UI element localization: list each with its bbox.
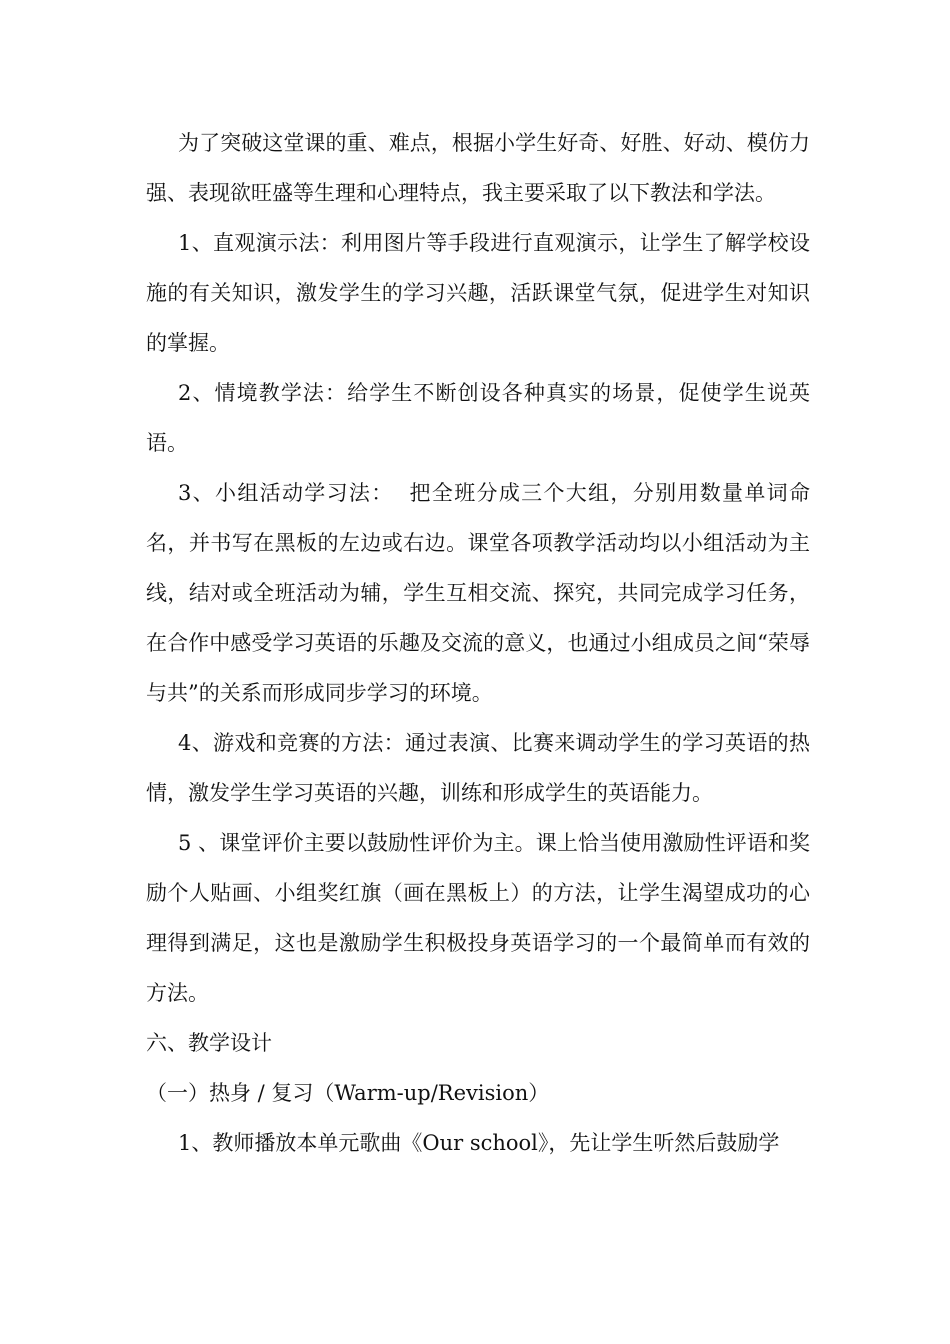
paragraph-method-1: 1、直观演示法：利用图片等手段进行直观演示，让学生了解学校设施的有关知识，激发学生的学习兴趣，活跃课堂气氛，促进学生对知识的掌握。	[146, 231, 810, 355]
paragraph-intro: 为了突破这堂课的重、难点，根据小学生好奇、好胜、好动、模仿力强、表现欲旺盛等生理和心理特点，我主要采取了以下教法和学法。	[146, 131, 810, 205]
paragraph-method-5: 5 、课堂评价主要以鼓励性评价为主。课上恰当使用激励性评语和奖励个人贴画、小组奖红旗（画在黑板上）的方法，让学生渴望成功的心理得到满足，这也是激励学生积极投身英语学习的一个最简单而有效的方法。	[146, 831, 810, 1005]
paragraph-method-4: 4、游戏和竞赛的方法：通过表演、比赛来调动学生的学习英语的热情，激发学生学习英语的兴趣，训练和形成学生的英语能力。	[146, 731, 810, 805]
paragraph-step-1: 1、教师播放本单元歌曲《Our school》，先让学生听然后鼓励学	[178, 1131, 780, 1155]
document-body	[146, 118, 810, 1168]
section-heading: 六、教学设计	[146, 1031, 272, 1055]
paragraph-method-2: 2、情境教学法：给学生不断创设各种真实的场景，促使学生说英语。	[146, 381, 810, 455]
paragraph-method-3: 3、小组活动学习法： 把全班分成三个大组，分别用数量单词命名，并书写在黑板的左边或右边。课堂各项教学活动均以小组活动为主线，结对或全班活动为辅，学生互相交流、探究，共同完成学习任务，在合作中感受学习英语的乐趣及交流的意义，也通过小组成员之间“荣辱与共”的关系而形成同步学习的环境。	[146, 481, 810, 705]
sub-heading: （一）热身 / 复习（Warm-up/Revision）	[146, 1081, 550, 1105]
